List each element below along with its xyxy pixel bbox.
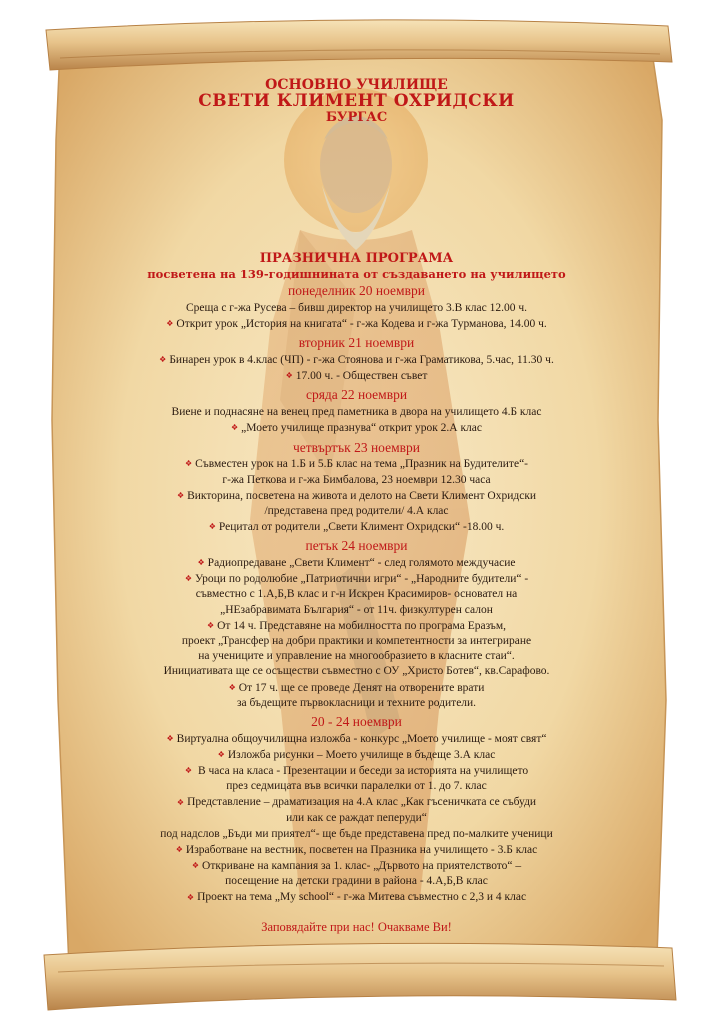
schedule-item <box>100 795 613 825</box>
schedule-item-text: Уроци по родолюбие „Патриотични игри“ - „Народните будители“ - <box>195 573 529 586</box>
schedule-item <box>100 619 613 680</box>
program-heading-block <box>100 252 613 280</box>
diamond-bullet-icon: ❖ <box>184 766 193 776</box>
schedule-item-text: 17.00 ч. - Обществен съвет <box>295 370 428 383</box>
city-heading: БУРГАС <box>325 109 388 125</box>
schedule-item-text: От 17 ч. ще се проведе Денят на отворените врати <box>238 681 485 694</box>
schedule-item-text: под надслов „Бъди ми приятел“- ще бъде представена пред по-малките ученици <box>160 827 553 840</box>
schedule-item-text: В часа на класа - Презентации и беседи за историята на училището <box>195 765 529 778</box>
schedule-item-text: съвместно с 1.А,Б,В клас и г-н Искрен Красимиров- основател на <box>195 588 518 601</box>
diamond-bullet-icon: ❖ <box>208 522 216 532</box>
closing-invitation: Заповядайте при нас! Очакваме Ви! <box>261 919 452 934</box>
diamond-bullet-icon: ❖ <box>166 733 174 743</box>
schedule-item <box>100 301 613 316</box>
schedule-item-text: Открит урок „История на книгата“ - г-жа Кодева и г-жа Турманова, 14.00 ч. <box>176 317 547 330</box>
program-content <box>100 78 613 935</box>
schedule-item-text: Рецитал от родители „Свети Климент Охридски“ -18.00 ч. <box>218 521 505 534</box>
diamond-bullet-icon: ❖ <box>159 355 167 365</box>
diamond-bullet-icon: ❖ <box>217 749 225 759</box>
schedule-item-text: /представена пред родители/ 4.А клас <box>264 504 449 517</box>
schedule-item <box>100 317 613 332</box>
day-heading: сряда 22 ноември <box>305 387 408 403</box>
schedule-item-text: Виене и поднасяне на венец пред паметника в двора на училището 4.Б клас <box>171 406 542 419</box>
diamond-bullet-icon: ❖ <box>230 423 239 433</box>
schedule-item <box>100 732 613 747</box>
schedule-item-text: Откриване на кампания за 1. клас- „Дървото на приятелството“ – <box>202 860 522 873</box>
schedule-item-text: Радиопредаване „Свети Климент“ - след голямото междучасие <box>207 557 516 570</box>
schedule-item <box>100 353 613 368</box>
schedule-item-text: От 14 ч. Представяне на мобилността по програма Еразъм, <box>217 619 507 632</box>
diamond-bullet-icon: ❖ <box>191 861 200 871</box>
school-type-heading: ОСНОВНО УЧИЛИЩЕ <box>265 77 448 93</box>
diamond-bullet-icon: ❖ <box>184 459 193 469</box>
schedule-item-text: Изложба рисунки – Моето училище в бъдеще 3.А клас <box>227 748 496 761</box>
schedule-item-text: посещение на детски градини в района - 4.А,Б,В клас <box>225 875 488 888</box>
school-name-heading: СВЕТИ КЛИМЕНТ ОХРИДСКИ <box>198 90 515 111</box>
schedule-item <box>100 764 613 794</box>
schedule-item-text: Представление – драматизация на 4.А клас „Как гъсеничката се събуди <box>187 796 537 809</box>
day-heading: понеделник 20 ноември <box>288 282 425 298</box>
program-subtitle: посветена на 139-годишнината от създаването на училището <box>147 266 566 281</box>
schedule-item-text: Бинарен урок в 4.клас (ЧП) - г-жа Стоянова и г-жа Граматикова, 5.час, 11.30 ч. <box>169 353 554 366</box>
schedule-item-text: Съвместен урок на 1.Б и 5.Б клас на тема „Празник на Будителите“- <box>195 458 529 471</box>
schedule-item <box>100 457 613 487</box>
schedule-item-text: Викторина, посветена на живота и делото на Свети Климент Охридски <box>187 489 537 502</box>
schedule-item-text: „Моето училище празнува“ открит урок 2.А клас <box>241 422 482 435</box>
day-heading: четвъртък 23 ноември <box>293 439 420 455</box>
schedule-item <box>100 843 613 858</box>
schedule-item-text: Проект на тема „My school“ - г-жа Митева съвместно с 2,3 и 4 клас <box>197 891 527 904</box>
schedule <box>100 283 613 906</box>
diamond-bullet-icon: ❖ <box>197 558 205 568</box>
diamond-bullet-icon: ❖ <box>166 319 174 328</box>
diamond-bullet-icon: ❖ <box>175 845 183 855</box>
schedule-item <box>100 556 613 571</box>
schedule-item <box>100 890 613 905</box>
diamond-bullet-icon: ❖ <box>285 371 293 381</box>
diamond-bullet-icon: ❖ <box>176 797 185 807</box>
schedule-item <box>100 405 613 420</box>
schedule-item <box>100 859 613 889</box>
schedule-item-text: Виртуална общоучилищна изложба - конкурс „Моето училище - моят свят“ <box>176 732 547 745</box>
schedule-item-text: Среща с г-жа Русева – бивш директор на училището 3.В клас 12.00 ч. <box>185 301 528 314</box>
schedule-item-text: на учениците и управление на многообразието в класните стаи“. <box>198 650 515 663</box>
diamond-bullet-icon: ❖ <box>186 892 195 902</box>
schedule-item-text: проект „Трансфер на добри практики и компетентности за интегриране <box>181 635 532 647</box>
schedule-item <box>100 572 613 618</box>
schedule-item <box>100 827 613 842</box>
schedule-item-text: г-жа Петкова и г-жа Бимбалова, 23 ноември 12.30 часа <box>222 473 491 486</box>
schedule-item-text: през седмицата във всички паралелки от 1. до 7. клас <box>226 780 487 793</box>
schedule-item <box>100 748 613 763</box>
day-heading: петък 24 ноември <box>305 538 408 554</box>
schedule-item-text: Изработване на вестник, посветен на Празника на училището - 3.Б клас <box>185 843 538 856</box>
day-heading: вторник 21 ноември <box>298 335 415 351</box>
schedule-item-text: Инициативата ще се осъществи съвместно с ОУ „Христо Ботев“, кв.Сарафово. <box>163 665 550 678</box>
day-heading: 20 - 24 ноември <box>311 713 402 729</box>
schedule-item <box>100 489 613 519</box>
diamond-bullet-icon: ❖ <box>206 620 215 630</box>
diamond-bullet-icon: ❖ <box>228 682 236 692</box>
diamond-bullet-icon: ❖ <box>184 574 193 584</box>
schedule-item <box>100 681 613 711</box>
schedule-item-text: „НЕзабравимата България“ - от 11ч. физкултурен салон <box>220 603 493 616</box>
program-title: ПРАЗНИЧНА ПРОГРАМА <box>259 251 454 267</box>
schedule-item-text: или как се раждат пеперуди“ <box>286 811 427 824</box>
schedule-item <box>100 520 613 535</box>
schedule-item <box>100 421 613 436</box>
schedule-item-text: за бъдещите първокласници и техните родители. <box>236 696 477 709</box>
diamond-bullet-icon: ❖ <box>176 490 185 500</box>
schedule-item <box>100 369 613 384</box>
